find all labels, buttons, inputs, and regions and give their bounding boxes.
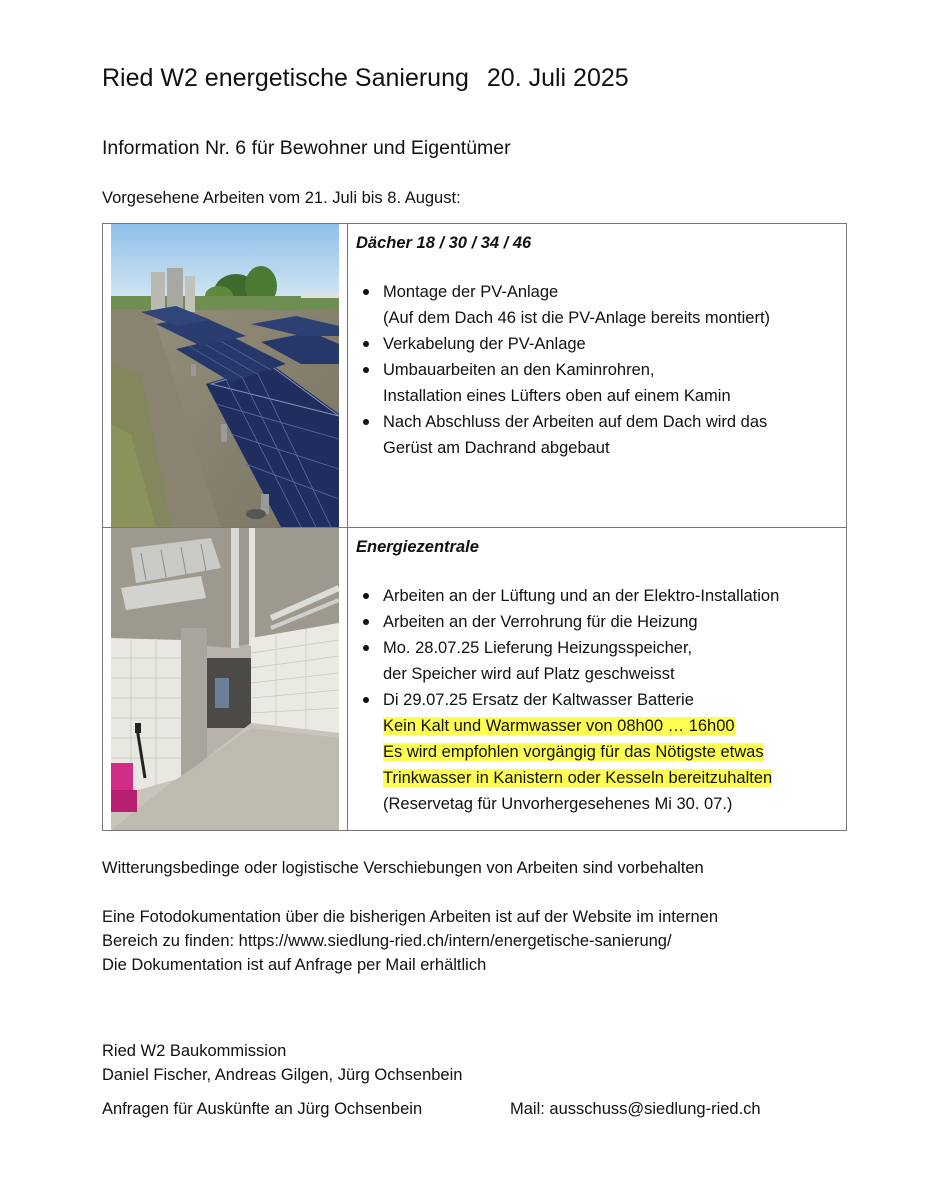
energy-center-photo — [111, 528, 339, 830]
text-cell-roofs — [356, 224, 846, 527]
roofs-heading: Dächer 18 / 30 / 34 / 46 — [356, 234, 532, 252]
commission-members: Daniel Fischer, Andreas Gilgen, Jürg Ochsenbein — [102, 1066, 463, 1084]
contact-row — [102, 1100, 842, 1119]
title-text: Ried W2 energetische Sanierung — [102, 64, 469, 92]
list-item — [356, 635, 836, 687]
table-row-energy — [103, 528, 846, 830]
energy-task-list — [356, 583, 836, 817]
list-item-line: Nach Abschluss der Arbeiten auf dem Dach wird das — [383, 413, 768, 431]
energy-heading: Energiezentrale — [356, 538, 479, 556]
documentation-line: Eine Fotodokumentation über die bisherigen Arbeiten ist auf der Website im internen — [102, 908, 719, 926]
list-item-line: (Auf dem Dach 46 ist die PV-Anlage bereits montiert) — [383, 309, 771, 327]
documentation-link-line[interactable]: Bereich zu finden: https://www.siedlung-ried.ch/intern/energetische-sanierung/ — [102, 932, 672, 950]
contact-person: Anfragen für Auskünfte an Jürg Ochsenbein — [102, 1100, 423, 1118]
documentation-notice — [102, 905, 718, 977]
reserve-day-note: (Reservetag für Unvorhergesehenes Mi 30. 07.) — [383, 795, 733, 813]
documentation-line: Die Dokumentation ist auf Anfrage per Mail erhältlich — [102, 956, 487, 974]
delays-notice: Witterungsbedinge oder logistische Verschiebungen von Arbeiten sind vorbehalten — [102, 859, 704, 877]
water-advice-line: Es wird empfohlen vorgängig für das Nötigste etwas — [383, 743, 764, 761]
list-item — [356, 609, 836, 635]
water-outage-notice: Kein Kalt und Warmwasser von 08h00 … 16h00 — [383, 717, 735, 735]
text-cell-energy — [356, 528, 846, 830]
photo-cell-energy — [103, 528, 348, 830]
list-item-line: Installation eines Lüfters oben auf einem Kamin — [383, 387, 731, 405]
work-schedule-table — [102, 223, 847, 831]
list-item-line: Arbeiten an der Lüftung und an der Elektro-Installation — [383, 587, 780, 605]
contact-mail[interactable]: Mail: ausschuss@siedlung-ried.ch — [510, 1100, 761, 1118]
photo-cell-roofs — [103, 224, 348, 527]
table-row-roofs — [103, 224, 846, 528]
list-item — [356, 409, 836, 461]
list-item-line: Di 29.07.25 Ersatz der Kaltwasser Batterie — [383, 691, 694, 709]
title-date: 20. Juli 2025 — [486, 64, 629, 92]
list-item — [356, 357, 836, 409]
list-item-line: Montage der PV-Anlage — [383, 283, 559, 301]
list-item — [356, 279, 836, 331]
list-item-line: Arbeiten an der Verrohrung für die Heizung — [383, 613, 698, 631]
list-item-line: der Speicher wird auf Platz geschweisst — [383, 665, 675, 683]
list-item — [356, 687, 836, 817]
list-item-line: Gerüst am Dachrand abgebaut — [383, 439, 610, 457]
commission-signature — [102, 1039, 462, 1087]
document-title — [102, 64, 629, 93]
list-item-line: Mo. 28.07.25 Lieferung Heizungsspeicher, — [383, 639, 693, 657]
list-item-line: Umbauarbeiten an den Kaminrohren, — [383, 361, 655, 379]
document-subtitle: Information Nr. 6 für Bewohner und Eigentümer — [102, 137, 511, 159]
list-item — [356, 583, 836, 609]
commission-name: Ried W2 Baukommission — [102, 1042, 287, 1060]
list-item-line: Verkabelung der PV-Anlage — [383, 335, 586, 353]
roofs-task-list — [356, 279, 836, 461]
intro-text: Vorgesehene Arbeiten vom 21. Juli bis 8. August: — [102, 189, 461, 207]
solar-roof-photo — [111, 224, 339, 527]
list-item — [356, 331, 836, 357]
water-advice-line: Trinkwasser in Kanistern oder Kesseln bereitzuhalten — [383, 769, 773, 787]
